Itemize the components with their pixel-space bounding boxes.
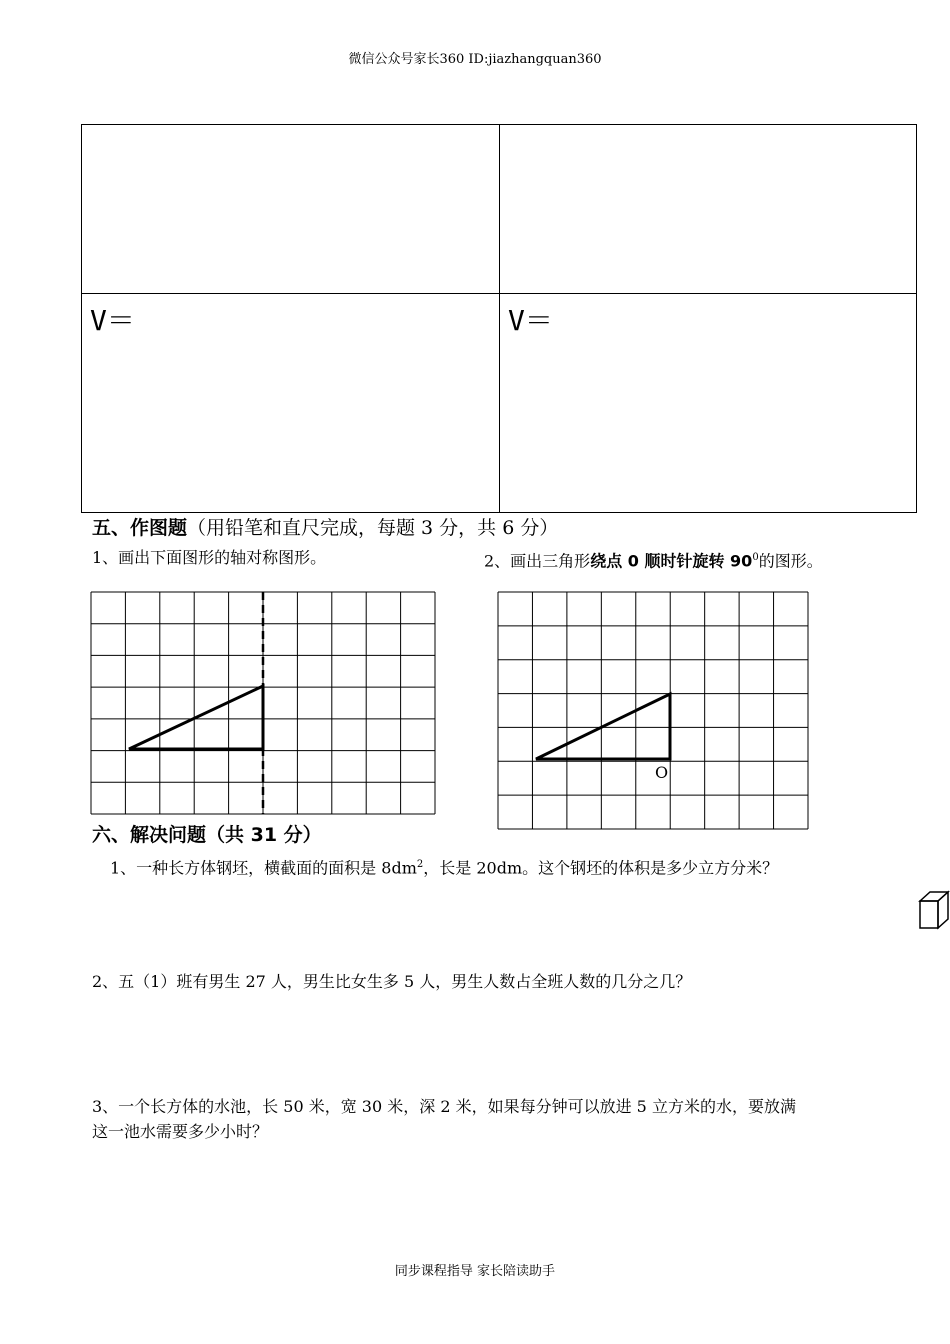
rotation-triangle-shape <box>536 694 670 759</box>
volume-label-right: V＝ <box>508 304 553 337</box>
section5-question-2 <box>484 546 823 573</box>
triangle-shape <box>129 686 263 749</box>
q1-text-b: ，长是 20dm。这个钢坯的体积是多少立方分米？ <box>423 858 779 878</box>
q1-text-a: 1、一种长方体钢坯，横截面的面积是 8dm <box>110 858 417 878</box>
section5-question-1: 1、画出下面图形的轴对称图形。 <box>92 548 327 567</box>
rotation-point-label: O <box>655 763 669 782</box>
section6-question-3-line1: 3、一个长方体的水池，长 50 米，宽 30 米，深 2 米，如果每分钟可以放进 5 立方米的水，要放满 <box>92 1097 796 1116</box>
section6-title: 六、解决问题（共 31 分） <box>92 824 322 846</box>
section5-note: （用铅笔和直尺完成，每题 3 分，共 6 分） <box>187 517 559 539</box>
page-header: 微信公众号家长360 ID:jiazhangquan360 <box>348 52 602 67</box>
page-footer: 同步课程指导 家长陪读助手 <box>394 1264 556 1279</box>
volume-label-left: V＝ <box>90 304 135 337</box>
section5-heading <box>92 513 558 540</box>
section5-title: 五、作图题 <box>92 517 188 539</box>
rotation-grid <box>498 592 809 829</box>
q1-superscript: 2 <box>416 859 424 870</box>
section6-question-2: 2、五（1）班有男生 27 人，男生比女生多 5 人，男生人数占全班人数的几分之几？ <box>92 972 692 991</box>
symmetry-grid <box>91 592 436 814</box>
section6-question-1 <box>110 853 778 880</box>
section6-heading <box>92 820 322 847</box>
cuboid-icon <box>918 889 950 931</box>
q2-suffix: 的图形。 <box>758 551 823 571</box>
q2-bold: 绕点 0 顺时针旋转 90 <box>590 551 753 571</box>
volume-answer-table <box>81 124 917 513</box>
q2-prefix: 2、画出三角形 <box>484 551 591 571</box>
section6-question-3-line2: 这一池水需要多少小时？ <box>92 1122 269 1141</box>
q2-degree: 0 <box>752 552 759 563</box>
